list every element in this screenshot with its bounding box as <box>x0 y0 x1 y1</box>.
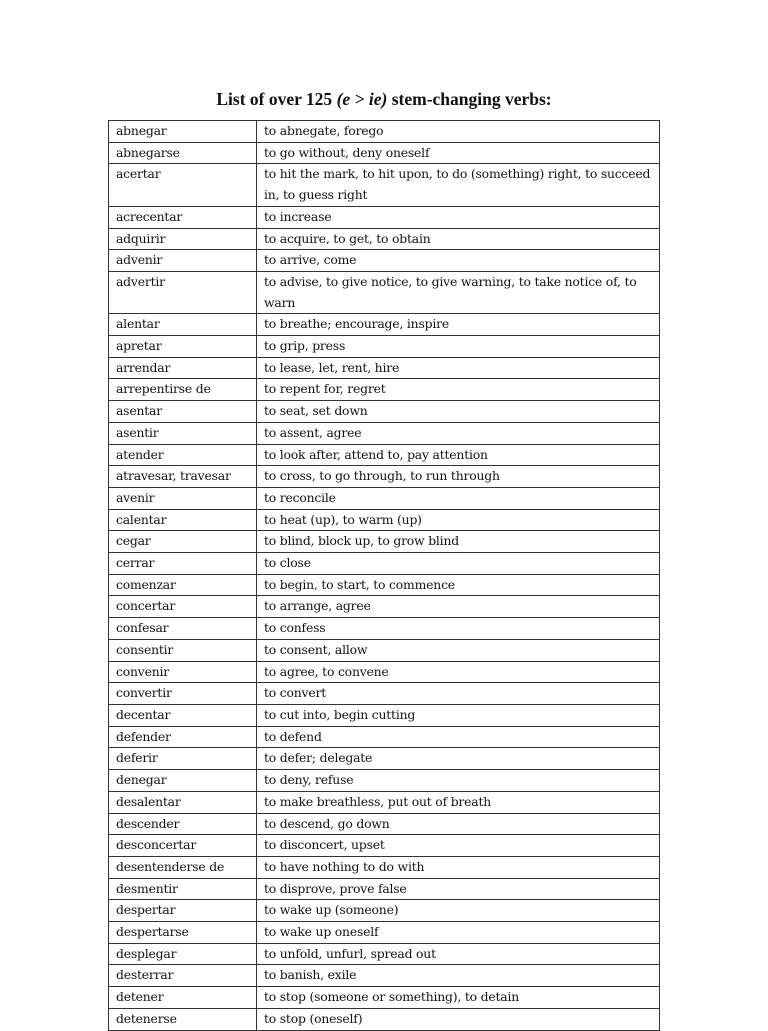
meaning-cell: to convert <box>257 683 660 705</box>
verb-cell: cegar <box>109 531 257 553</box>
meaning-cell: to cross, to go through, to run through <box>257 466 660 488</box>
title-emphasis: (e > ie) <box>336 89 388 109</box>
table-row <box>109 531 660 553</box>
table-row <box>109 965 660 987</box>
table-row <box>109 379 660 401</box>
meaning-cell: to make breathless, put out of breath <box>257 791 660 813</box>
verb-cell: detener <box>109 987 257 1009</box>
verb-table-body <box>109 121 660 1031</box>
verb-cell: despertar <box>109 900 257 922</box>
table-row <box>109 856 660 878</box>
verb-cell: apretar <box>109 336 257 358</box>
table-row <box>109 553 660 575</box>
verb-cell: advenir <box>109 250 257 272</box>
table-row <box>109 704 660 726</box>
meaning-cell: to wake up (someone) <box>257 900 660 922</box>
meaning-cell: to begin, to start, to commence <box>257 574 660 596</box>
verb-cell: desentenderse de <box>109 856 257 878</box>
verb-cell: descender <box>109 813 257 835</box>
meaning-cell: to deny, refuse <box>257 770 660 792</box>
meaning-cell: to wake up oneself <box>257 922 660 944</box>
meaning-cell: to defend <box>257 726 660 748</box>
table-row <box>109 748 660 770</box>
table-row <box>109 987 660 1009</box>
table-row <box>109 509 660 531</box>
meaning-cell: to descend, go down <box>257 813 660 835</box>
meaning-cell: to cut into, begin cutting <box>257 704 660 726</box>
meaning-cell: to grip, press <box>257 336 660 358</box>
verb-cell: defender <box>109 726 257 748</box>
table-row <box>109 357 660 379</box>
table-row <box>109 314 660 336</box>
verb-cell: abnegar <box>109 121 257 143</box>
verb-cell: desalentar <box>109 791 257 813</box>
table-row <box>109 618 660 640</box>
meaning-cell: to heat (up), to warm (up) <box>257 509 660 531</box>
verb-cell: despertarse <box>109 922 257 944</box>
table-row <box>109 121 660 143</box>
verb-cell: asentar <box>109 401 257 423</box>
verb-cell: acrecentar <box>109 206 257 228</box>
verb-cell: abnegarse <box>109 142 257 164</box>
table-row <box>109 639 660 661</box>
meaning-cell: to arrive, come <box>257 250 660 272</box>
meaning-cell: to reconcile <box>257 487 660 509</box>
meaning-cell: to defer; delegate <box>257 748 660 770</box>
verb-cell: acertar <box>109 164 257 206</box>
table-row <box>109 661 660 683</box>
meaning-cell: to have nothing to do with <box>257 856 660 878</box>
table-row <box>109 922 660 944</box>
verb-cell: desconcertar <box>109 835 257 857</box>
meaning-cell: to stop (oneself) <box>257 1008 660 1030</box>
table-row <box>109 1008 660 1030</box>
title-suffix: stem-changing verbs: <box>387 89 552 109</box>
verb-cell: arrepentirse de <box>109 379 257 401</box>
meaning-cell: to breathe; encourage, inspire <box>257 314 660 336</box>
table-row <box>109 813 660 835</box>
table-row <box>109 487 660 509</box>
table-row <box>109 574 660 596</box>
verb-cell: advertir <box>109 271 257 313</box>
table-row <box>109 444 660 466</box>
verb-cell: confesar <box>109 618 257 640</box>
meaning-cell: to acquire, to get, to obtain <box>257 228 660 250</box>
verb-cell: convertir <box>109 683 257 705</box>
meaning-cell: to look after, attend to, pay attention <box>257 444 660 466</box>
table-row <box>109 943 660 965</box>
title-prefix: List of over 125 <box>216 89 337 109</box>
page-title <box>0 88 768 110</box>
table-row <box>109 770 660 792</box>
meaning-cell: to confess <box>257 618 660 640</box>
table-row <box>109 835 660 857</box>
verb-cell: desterrar <box>109 965 257 987</box>
meaning-cell: to unfold, unfurl, spread out <box>257 943 660 965</box>
meaning-cell: to advise, to give notice, to give warning, to take notice of, to warn <box>257 271 660 313</box>
verb-cell: concertar <box>109 596 257 618</box>
meaning-cell: to abnegate, forego <box>257 121 660 143</box>
table-row <box>109 164 660 206</box>
verb-cell: adquirir <box>109 228 257 250</box>
meaning-cell: to seat, set down <box>257 401 660 423</box>
verb-cell: calentar <box>109 509 257 531</box>
verb-cell: decentar <box>109 704 257 726</box>
verb-cell: atravesar, travesar <box>109 466 257 488</box>
meaning-cell: to stop (someone or something), to detain <box>257 987 660 1009</box>
table-row <box>109 596 660 618</box>
verb-cell: arrendar <box>109 357 257 379</box>
verb-cell: denegar <box>109 770 257 792</box>
verb-cell: convenir <box>109 661 257 683</box>
meaning-cell: to consent, allow <box>257 639 660 661</box>
verb-cell: alentar <box>109 314 257 336</box>
verb-cell: detenerse <box>109 1008 257 1030</box>
table-row <box>109 900 660 922</box>
verb-cell: desplegar <box>109 943 257 965</box>
verb-cell: deferir <box>109 748 257 770</box>
meaning-cell: to repent for, regret <box>257 379 660 401</box>
verb-cell: avenir <box>109 487 257 509</box>
meaning-cell: to disconcert, upset <box>257 835 660 857</box>
meaning-cell: to increase <box>257 206 660 228</box>
verb-table <box>108 120 660 1031</box>
table-row <box>109 206 660 228</box>
verb-cell: consentir <box>109 639 257 661</box>
meaning-cell: to disprove, prove false <box>257 878 660 900</box>
table-row <box>109 422 660 444</box>
verb-cell: asentir <box>109 422 257 444</box>
verb-cell: comenzar <box>109 574 257 596</box>
verb-cell: desmentir <box>109 878 257 900</box>
table-row <box>109 142 660 164</box>
table-row <box>109 791 660 813</box>
table-row <box>109 466 660 488</box>
meaning-cell: to banish, exile <box>257 965 660 987</box>
meaning-cell: to close <box>257 553 660 575</box>
table-row <box>109 726 660 748</box>
table-row <box>109 878 660 900</box>
table-row <box>109 683 660 705</box>
verb-cell: atender <box>109 444 257 466</box>
meaning-cell: to lease, let, rent, hire <box>257 357 660 379</box>
table-row <box>109 401 660 423</box>
meaning-cell: to arrange, agree <box>257 596 660 618</box>
table-row <box>109 336 660 358</box>
verb-cell: cerrar <box>109 553 257 575</box>
meaning-cell: to assent, agree <box>257 422 660 444</box>
meaning-cell: to blind, block up, to grow blind <box>257 531 660 553</box>
table-row <box>109 271 660 313</box>
meaning-cell: to hit the mark, to hit upon, to do (something) right, to succeed in, to guess right <box>257 164 660 206</box>
meaning-cell: to go without, deny oneself <box>257 142 660 164</box>
table-row <box>109 250 660 272</box>
meaning-cell: to agree, to convene <box>257 661 660 683</box>
table-row <box>109 228 660 250</box>
